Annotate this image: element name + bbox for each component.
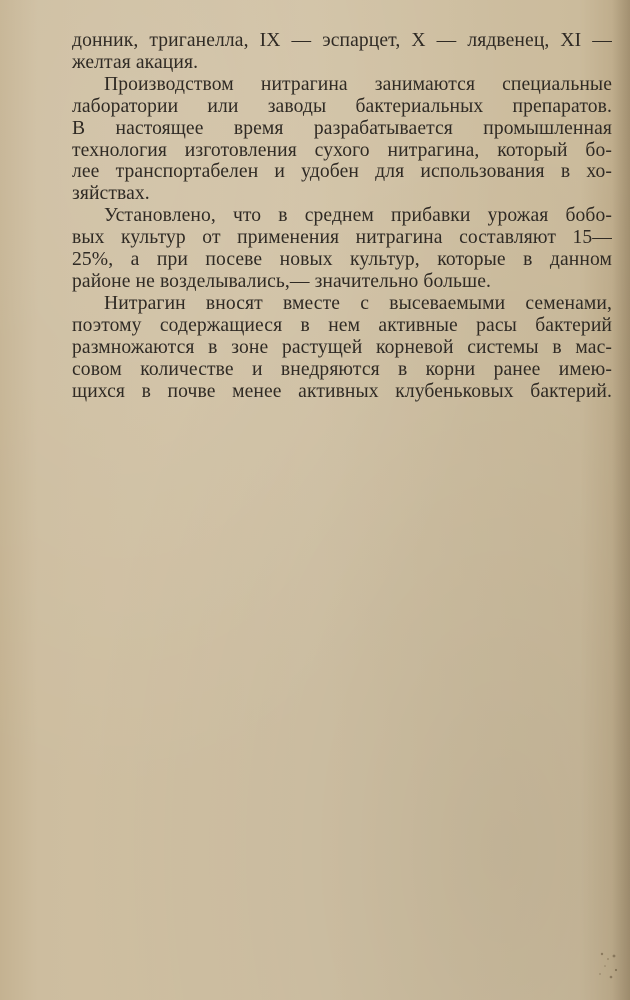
text-line: Установлено, что в среднем прибавки урожая бобо- (104, 205, 612, 227)
text-line: лее транспортабелен и удобен для использования в хо- (72, 161, 612, 183)
text-line: поэтому содержащиеся в нем активные расы бактерий (72, 314, 612, 336)
text-line: зяйствах. (72, 183, 150, 205)
text-line: желтая акация. (72, 51, 199, 73)
text-line: технология изготовления сухого нитрагина, который бо- (72, 139, 612, 161)
paragraph-1 (72, 30, 612, 74)
text-line: совом количестве и внедряются в корни ранее имею- (72, 358, 612, 380)
text-line: Производством нитрагина занимаются специальные (104, 73, 612, 95)
text-line: 25%, а при посеве новых культур, которые в данном (72, 249, 612, 271)
text-line: размножаются в зоне растущей корневой системы в мас- (72, 336, 612, 358)
text-line: щихся в почве менее активных клубеньковых бактерий. (72, 380, 612, 402)
text-line: вых культур от применения нитрагина составляют 15— (72, 227, 612, 249)
text-line: районе не возделывались,— значительно больше. (72, 270, 492, 292)
text-line: Нитрагин вносят вместе с высеваемыми семенами, (104, 292, 612, 314)
text-line: донник, триганелла, IX — эспарцет, X — лядвенец, XI — (72, 30, 612, 51)
text-line: В настоящее время разрабатывается промышленная (72, 117, 612, 139)
page-body-text (72, 30, 612, 402)
paragraph-2 (72, 74, 612, 205)
paper-specks (594, 948, 624, 982)
text-line: лаборатории или заводы бактериальных препаратов. (72, 95, 612, 117)
paragraph-4 (72, 293, 612, 403)
page-edge-shadow (612, 0, 630, 1000)
paragraph-3 (72, 205, 612, 293)
